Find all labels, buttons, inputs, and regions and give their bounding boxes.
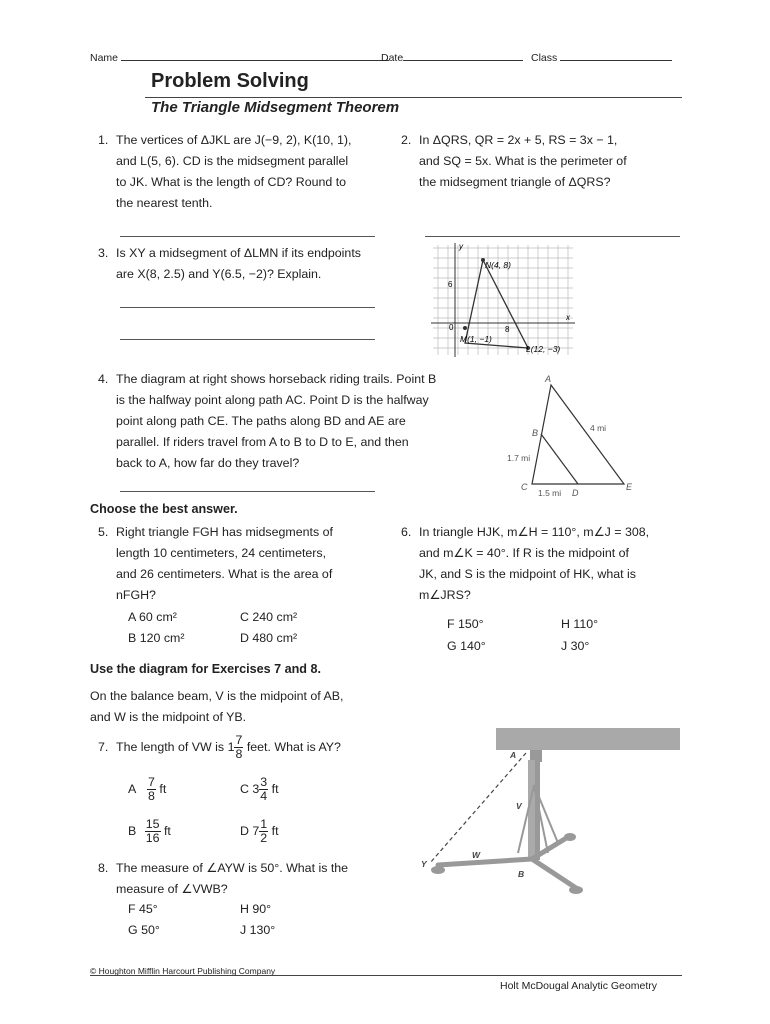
label-m: M(1, −1) [460, 334, 492, 344]
option-letter: B [128, 823, 137, 838]
trail-diagram [500, 370, 650, 502]
q2-line: In ΔQRS, QR = 2x + 5, RS = 3x − 1, [419, 133, 618, 147]
q5-option-d[interactable]: D 480 cm² [240, 631, 298, 645]
label-b: B [532, 428, 539, 438]
q6-line: and m∠K = 40°. If R is the midpoint of [419, 546, 629, 560]
base-leg [438, 859, 532, 865]
question-3 [98, 243, 408, 285]
q5-line: length 10 centimeters, 24 centimeters, [116, 546, 327, 560]
y-axis-label: y [459, 242, 463, 251]
q6-line: In triangle HJK, m∠H = 110°, m∠J = 308, [419, 525, 650, 539]
q6-line: m∠JRS? [419, 588, 471, 602]
q1-number: 1. [98, 133, 109, 147]
q6-option-j[interactable]: J 30° [561, 639, 590, 653]
frac-den: 16 [145, 831, 160, 845]
label-1-5mi: 1.5 mi [538, 488, 562, 498]
q4-line: point along path CE. The paths along BD and AE are [116, 414, 406, 428]
q7-number: 7. [98, 739, 109, 754]
q1-line: The vertices of ΔJKL are J(−9, 2), K(10, 1), [116, 133, 352, 147]
date-label: Date [381, 52, 404, 64]
date-blank[interactable] [403, 50, 523, 61]
beam [496, 728, 680, 750]
q3-line: are X(8, 2.5) and Y(6.5, −2)? Explain. [116, 267, 322, 281]
q2-number: 2. [401, 133, 412, 147]
label-a: A [510, 750, 517, 760]
question-1 [98, 130, 398, 214]
frac-den: 8 [148, 789, 155, 803]
frac-num: 3 [260, 775, 268, 789]
section-heading-diagram: Use the diagram for Exercises 7 and 8. [90, 662, 321, 676]
q8-number: 8. [98, 861, 109, 875]
date-field[interactable] [381, 50, 523, 64]
q5-option-b[interactable]: B 120 cm² [128, 631, 185, 645]
balance-beam-diagram [418, 725, 683, 900]
question-5 [98, 522, 388, 606]
q8-option-j[interactable]: J 130° [240, 923, 276, 937]
q4-line: is the halfway point along path AC. Point D is the halfway [116, 393, 429, 407]
q5-line: and 26 centimeters. What is the area of [116, 567, 333, 581]
q8-option-h[interactable]: H 90° [240, 902, 272, 916]
label-4mi: 4 mi [590, 423, 607, 433]
q5-line: nFGH? [116, 588, 156, 602]
q4-answer-line[interactable] [120, 491, 375, 492]
q4-line: back to A, how far do they travel? [116, 456, 300, 470]
option-letter: C 3 [240, 781, 260, 796]
intro-line: On the balance beam, V is the midpoint of AB, [90, 689, 344, 703]
label-1-7mi: 1.7 mi [507, 453, 531, 463]
base-leg [532, 859, 576, 888]
question-2 [401, 130, 691, 193]
foot [431, 866, 445, 874]
q6-option-f[interactable]: F 150° [447, 617, 484, 631]
q3-line: Is XY a midsegment of ΔLMN if its endpoints [116, 246, 361, 260]
unit: ft [159, 781, 167, 796]
book-title: Holt McDougal Analytic Geometry [500, 980, 657, 992]
class-field[interactable] [531, 50, 672, 64]
option-fraction [145, 818, 161, 845]
q7-option-a[interactable] [128, 776, 166, 803]
q5-line: Right triangle FGH has midsegments of [116, 525, 333, 539]
q6-option-h[interactable]: H 110° [561, 617, 599, 631]
label-d: D [572, 488, 579, 498]
q1-answer-line[interactable] [120, 236, 375, 237]
label-n: N(4, 8) [485, 260, 511, 270]
label-b: B [518, 869, 525, 879]
q6-number: 6. [401, 525, 412, 539]
q6-option-g[interactable]: G 140° [447, 639, 486, 653]
frac-den: 8 [235, 747, 243, 761]
question-8 [98, 858, 418, 900]
name-field[interactable] [90, 50, 389, 64]
label-c: C [521, 482, 528, 492]
q2-line: the midsegment triangle of ΔQRS? [419, 175, 611, 189]
q5-number: 5. [98, 525, 109, 539]
q8-line: The measure of ∠AYW is 50°. What is the [116, 861, 349, 875]
frac-num: 7 [235, 733, 243, 747]
question-6 [401, 522, 691, 606]
q5-option-a[interactable]: A 60 cm² [128, 610, 177, 624]
frac-num: 1 [260, 817, 268, 831]
q3-answer-line[interactable] [120, 339, 375, 340]
class-label: Class [531, 52, 558, 64]
q8-option-g[interactable]: G 50° [128, 923, 160, 937]
q7-text: The length of VW is 1 [116, 739, 235, 754]
q3-number: 3. [98, 246, 109, 260]
balance-beam-intro [90, 686, 410, 728]
label-y: Y [421, 859, 427, 869]
q4-line: parallel. If riders travel from A to B to D to E, and then [116, 435, 409, 449]
question-7 [98, 734, 428, 768]
q1-line: the nearest tenth. [116, 196, 213, 210]
q8-line: measure of ∠VWB? [116, 882, 228, 896]
intro-line: and W is the midpoint of YB. [90, 710, 247, 724]
q2-answer-line[interactable] [425, 236, 680, 237]
tick-label: 6 [448, 280, 453, 289]
frac-num: 15 [145, 817, 160, 831]
q5-option-c[interactable]: C 240 cm² [240, 610, 298, 624]
q7-option-c[interactable] [240, 776, 279, 803]
q7-text: feet. What is AY? [246, 739, 341, 754]
tick-label: 8 [505, 325, 510, 334]
q1-line: to JK. What is the length of CD? Round to [116, 175, 347, 189]
point-m [463, 326, 467, 330]
page-title: Problem Solving [151, 70, 309, 92]
q7-fraction [234, 734, 243, 761]
page-subtitle: The Triangle Midsegment Theorem [151, 99, 400, 116]
triangle-ace [532, 385, 624, 484]
class-blank[interactable] [560, 50, 672, 61]
unit: ft [271, 823, 279, 838]
frac-num: 7 [148, 775, 155, 789]
label-v: V [516, 801, 522, 811]
label-e: E [626, 482, 633, 492]
q7-option-d[interactable] [240, 818, 279, 845]
label-w: W [472, 850, 481, 860]
option-fraction [259, 818, 268, 845]
foot [569, 886, 583, 894]
option-fraction [259, 776, 268, 803]
label-l: L(12, −3) [526, 344, 561, 354]
q4-number: 4. [98, 372, 109, 386]
section-heading-choose: Choose the best answer. [90, 502, 238, 516]
q1-line: and L(5, 6). CD is the midsegment parallel [116, 154, 349, 168]
origin-label: 0 [449, 323, 454, 332]
unit: ft [163, 823, 171, 838]
q6-line: JK, and S is the midpoint of HK, what is [419, 567, 636, 581]
x-axis-label: x [566, 313, 570, 322]
q2-line: and SQ = 5x. What is the perimeter of [419, 154, 627, 168]
footer-rule [90, 975, 682, 976]
q7-option-b[interactable] [128, 818, 171, 845]
foot [564, 833, 576, 841]
q8-option-f[interactable]: F 45° [128, 902, 158, 916]
segment-ay [430, 753, 526, 863]
question-4 [98, 369, 488, 474]
frac-den: 2 [260, 831, 268, 845]
q3-answer-line[interactable] [120, 307, 375, 308]
q4-line: The diagram at right shows horseback riding trails. Point B [116, 372, 437, 386]
unit: ft [271, 781, 279, 796]
option-letter: A [128, 781, 136, 796]
frac-den: 4 [260, 789, 268, 803]
segment-bd [541, 434, 578, 484]
name-label: Name [90, 52, 119, 64]
option-letter: D 7 [240, 823, 260, 838]
copyright: © Houghton Mifflin Harcourt Publishing Company [90, 966, 276, 976]
label-a: A [545, 374, 552, 384]
name-blank[interactable] [121, 50, 389, 61]
option-fraction [147, 776, 156, 803]
title-rule [145, 97, 682, 98]
coordinate-graph [428, 240, 578, 360]
